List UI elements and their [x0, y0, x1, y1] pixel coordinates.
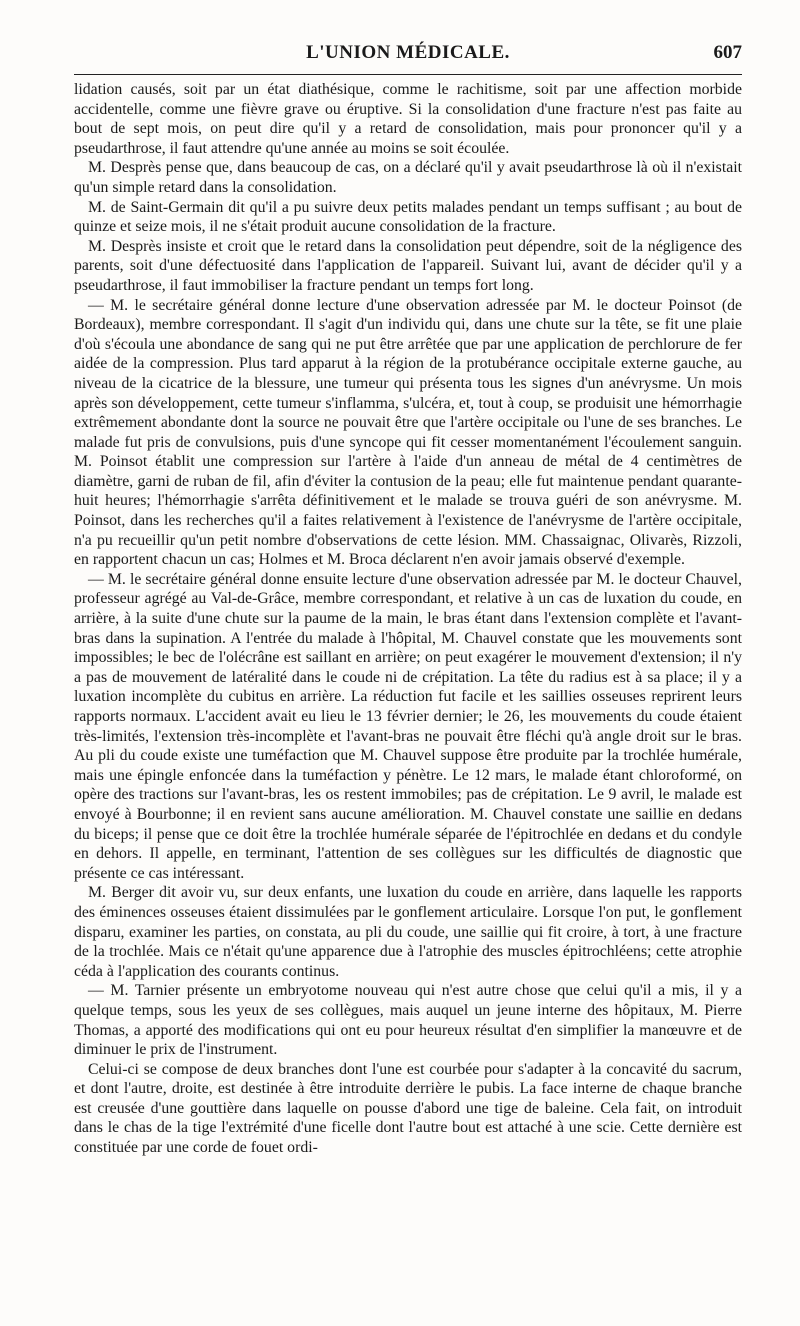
paragraph-embryotome: Celui-ci se compose de deux branches dont l'une est courbée pour s'adapter à la concavité du sacrum, et dont l'autre, droite, est destinée à être introduite derrière le pubis. La face interne de chaque branche est creusée d'une gouttière dans laquelle on pousse d'abord une tige de baleine. Cela fait, on introduit dans le chas de la tige l'extrémité d'une ficelle dont l'autre bout est attaché à une scie. Cette dernière est constituée par une corde de fouet ordi- — [74, 1060, 742, 1157]
header-rule — [74, 74, 742, 75]
paragraph-continuation: lidation causés, soit par un état diathésique, comme le rachitisme, soit par une affection morbide accidentelle, comme une fièvre grave ou éruptive. Si la consolidation d'une fracture n'est pas faite au bout de sept mois, on peut dire qu'il y a retard de consolidation, mais pour prononcer qu'il y a pseudarthrose, il faut attendre qu'une année au moins se soit écoulée. — [74, 81, 742, 157]
paragraph-saint-germain: M. de Saint-Germain dit qu'il a pu suivre deux petits malades pendant un temps suffisant ; au bout de quinze et seize mois, il ne s'était produit aucune consolidation de la fracture. — [74, 198, 742, 236]
paragraph-despres: M. Desprès pense que, dans beaucoup de cas, on a déclaré qu'il y avait pseudarthrose là où il n'existait qu'un simple retard dans la consolidation. — [74, 159, 742, 196]
paragraph-poinsot: — M. le secrétaire général donne lecture d'une observation adressée par M. le docteur Poinsot (de Bordeaux), membre correspondant. Il s'agit d'un individu qui, dans une chute sur la tête, se fit une plaie d'où s'écoula une abondance de sang qui ne put être arrêtée que par une application de perchlorure de fer aidée de la compression. Plus tard apparut à la région de la protubérance occipitale externe gauche, au niveau de la cicatrice de la blessure, une tumeur qui présenta tous les signes d'un anévrysme. Un mois après son développement, cette tumeur s'inflamma, s'ulcéra, et, tout à coup, se produisit une hémorrhagie extrêmement abondante dont la source ne pouvait être que l'artère occipitale ou l'une de ses branches. Le malade fut pris de convulsions, puis d'une syncope qui fit cesser momentanément l'écoulement sanguin. M. Poinsot établit une compression sur l'artère à l'aide d'un anneau de métal de 4 centimètres de diamètre, garni de ruban de fil, afin d'éviter la contusion de la peau; elle fut maintenue pendant quarante-huit heures; l'hémorrhagie s'arrêta définitivement et le malade se trouva guéri de son anévrysme. M. Poinsot, dans les recherches qu'il a faites relativement à l'existence de l'anévrysme de l'artère occipitale, n'a pu recueillir qu'un petit nombre d'observations de cette lésion. MM. Chassaignac, Olivarès, Rizzoli, en rapportent chacun un cas; Holmes et M. Broca déclarent n'en avoir jamais observé d'exemple. — [74, 296, 742, 569]
paragraph-chauvel: — M. le secrétaire général donne ensuite lecture d'une observation adressée par M. le docteur Chauvel, professeur agrégé au Val-de-Grâce, membre correspondant, et relative à un cas de luxation du coude, en arrière, à la suite d'une chute sur la paume de la main, le bras étant dans l'extension complète et l'avant-bras dans la supination. A l'entrée du malade à l'hôpital, M. Chauvel constate que les mouvements sont impossibles; le bec de l'olécrâne est saillant en arrière; on peut exagérer le mouvement d'extension; il n'y a pas de mouvement de latéralité dans le coude ni de crépitation. La tête du radius est à sa place; il y a luxation incomplète du cubitus en arrière. La réduction fut facile et les saillies osseuses reprirent leurs rapports normaux. L'accident avait eu lieu le 13 février dernier; le 26, les mouvements du coude étaient très-limités, l'extension très-incomplète et l'avant-bras ne pouvait être fléchi qu'à angle droit sur le bras. Au pli du coude existe une tuméfaction que M. Chauvel suppose être produite par la trochlée humérale, mais une épingle enfoncée dans la tuméfaction y pénètre. Le 12 mars, le malade étant chloroformé, on opère des tractions sur l'avant-bras, les os restent immobiles; pas de crépitation. Le 9 avril, le malade est envoyé à Bourbonne; il en revient sans aucune amélioration. M. Chauvel constate une saillie en dedans du biceps; il pense que ce doit être la trochlée humérale séparée de l'épitrochlée en dedans et du condyle en dehors. Il appelle, en terminant, l'attention de ses collègues sur les difficultés de diagnostic que présente ce cas intéressant. — [74, 570, 742, 882]
paragraph-tarnier: — M. Tarnier présente un embryotome nouveau qui n'est autre chose que celui qu'il a mis, il y a quelque temps, sous les yeux de ses collègues, mais auquel un jeune interne des hôpitaux, M. Pierre Thomas, a apporté des modifications qui ont eu pour heureux résultat d'en simplifier la manœuvre et de diminuer le prix de l'instrument. — [74, 982, 742, 1059]
text-column — [74, 80, 742, 1158]
running-head — [74, 36, 742, 70]
running-title: L'UNION MÉDICALE. — [306, 42, 510, 63]
page-number: 607 — [713, 42, 742, 63]
paragraph-despres-insiste: M. Desprès insiste et croit que le retard dans la consolidation peut dépendre, soit de la négligence des parents, soit d'une défectuosité dans l'application de l'appareil. Suivant lui, avant de décider qu'il y a pseudarthrose, il faut immobiliser la fracture pendant un temps fort long. — [74, 237, 742, 294]
paragraph-berger: M. Berger dit avoir vu, sur deux enfants, une luxation du coude en arrière, dans laquelle les rapports des éminences osseuses étaient dissimulées par le gonflement articulaire. Lorsque l'on put, le gonflement disparu, examiner les parties, on constata, au pli du coude, une saillie qui fit croire, à tort, à une fracture de la trochlée. Mais ce n'était qu'une apparence due à l'atrophie des muscles épitrochléens; cette atrophie céda à l'application des courants continus. — [74, 884, 742, 980]
